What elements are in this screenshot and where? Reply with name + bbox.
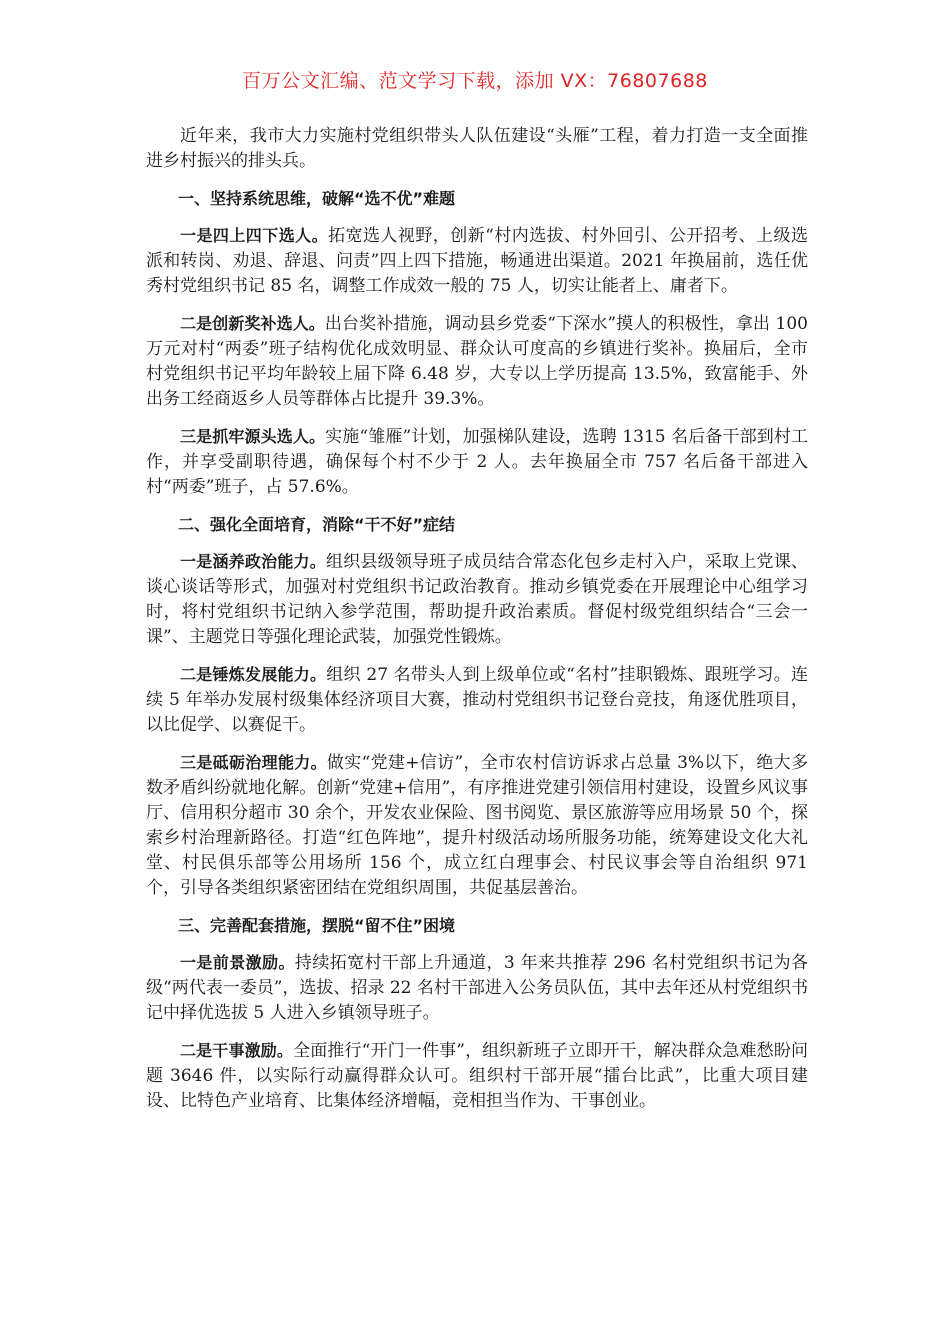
item-lead: 三是抓牢源头选人。 (180, 427, 326, 446)
item-lead: 一是涵养政治能力。 (180, 552, 326, 571)
document-body (146, 124, 808, 1126)
item-text: 做实“党建+信访”，全市农村信访诉求占总量 3%以下，绝大多数矛盾纠纷就地化解。创新“党建+信用”，有序推进党建引领信用村建设，设置乡风议事厅、信用积分超市 30 余个，开发农业保险、图书阅览、景区旅游等应用场景 50 个，探索乡村治理新路径。打造“红色阵地”，提升村级活动场所服务功能，统筹建设文化大礼堂、村民俱乐部等公用场所 156 个，成立红白理事会、村民议事会等自治组织 971 个，引导各类组织紧密团结在党组织周围，共促基层善治。 (146, 753, 808, 898)
section-item (146, 662, 808, 738)
item-lead: 二是锤炼发展能力。 (180, 665, 327, 684)
section-heading: 一、坚持系统思维，破解“选不优”难题 (178, 189, 456, 208)
item-text: 组织 27 名带头人到上级单位或“名村”挂职锻炼、跟班学习。连续 5 年举办发展村级集体经济项目大赛，推动村党组织书记登台竞技，角逐优胜项目，以比促学、以赛促干。 (146, 665, 808, 735)
section-heading: 二、强化全面培育，消除“干不好”症结 (178, 515, 456, 534)
download-notice: 百万公文汇编、范文学习下载，添加 VX：76807688 (242, 70, 708, 92)
section-1 (146, 186, 808, 500)
section-heading: 三、完善配套措施，摆脱“留不住”困境 (178, 916, 456, 935)
section-item (146, 549, 808, 650)
section-item (146, 424, 808, 500)
intro-paragraph: 近年来，我市大力实施村党组织带头人队伍建设“头雁”工程，着力打造一支全面推进乡村振兴的排头兵。 (146, 126, 808, 171)
section-2 (146, 512, 808, 901)
section-item (146, 223, 808, 299)
section-item (146, 950, 808, 1026)
section-item (146, 311, 808, 412)
item-lead: 二是干事激励。 (180, 1041, 294, 1060)
item-text: 实施“雏雁”计划，加强梯队建设，选聘 1315 名后备干部到村工作，并享受副职待遇，确保每个村不少于 2 人。去年换届全市 757 名后备干部进入村“两委”班子，占 57.6%。 (146, 427, 808, 497)
section-3 (146, 913, 808, 1114)
item-text: 组织县级领导班子成员结合常态化包乡走村入户，采取上党课、谈心谈话等形式，加强对村党组织书记政治教育。推动乡镇党委在开展理论中心组学习时，将村党组织书记纳入参学范围，帮助提升政治素质。督促村级党组织结合“三会一课”、主题党日等强化理论武装，加强党性锻炼。 (146, 552, 808, 647)
item-text: 出台奖补措施，调动县乡党委“下深水”摸人的积极性，拿出 100 万元对村“两委”班子结构优化成效明显、群众认可度高的乡镇进行奖补。换届后，全市村党组织书记平均年龄较上届下降 6.48 岁，大专以上学历提高 13.5%，致富能手、外出务工经商返乡人员等群体占比提升 39.3%。 (146, 314, 808, 409)
item-text: 全面推行“开门一件事”，组织新班子立即开干，解决群众急难愁盼问题 3646 件，以实际行动赢得群众认可。组织村干部开展“擂台比武”，比重大项目建设、比特色产业培育、比集体经济增幅，竞相担当作为、干事创业。 (146, 1041, 808, 1111)
item-text: 持续拓宽村干部上升通道，3 年来共推荐 296 名村党组织书记为各级“两代表一委员”，选拔、招录 22 名村干部进入公务员队伍，其中去年还从村党组织书记中择优选拔 5 人进入乡镇领导班子。 (146, 953, 808, 1023)
item-text: 拓宽选人视野，创新“村内选拔、村外回引、公开招考、上级选派和转岗、劝退、辞退、问责”四上四下措施，畅通进出渠道。2021 年换届前，选任优秀村党组织书记 85 名，调整工作成效一般的 75 人，切实让能者上、庸者下。 (146, 226, 808, 296)
item-lead: 三是砥砺治理能力。 (180, 753, 327, 772)
item-lead: 二是创新奖补选人。 (180, 314, 325, 333)
section-item (146, 1038, 808, 1114)
item-lead: 一是前景激励。 (180, 953, 295, 972)
section-item (146, 750, 808, 901)
item-lead: 一是四上四下选人。 (180, 226, 329, 245)
